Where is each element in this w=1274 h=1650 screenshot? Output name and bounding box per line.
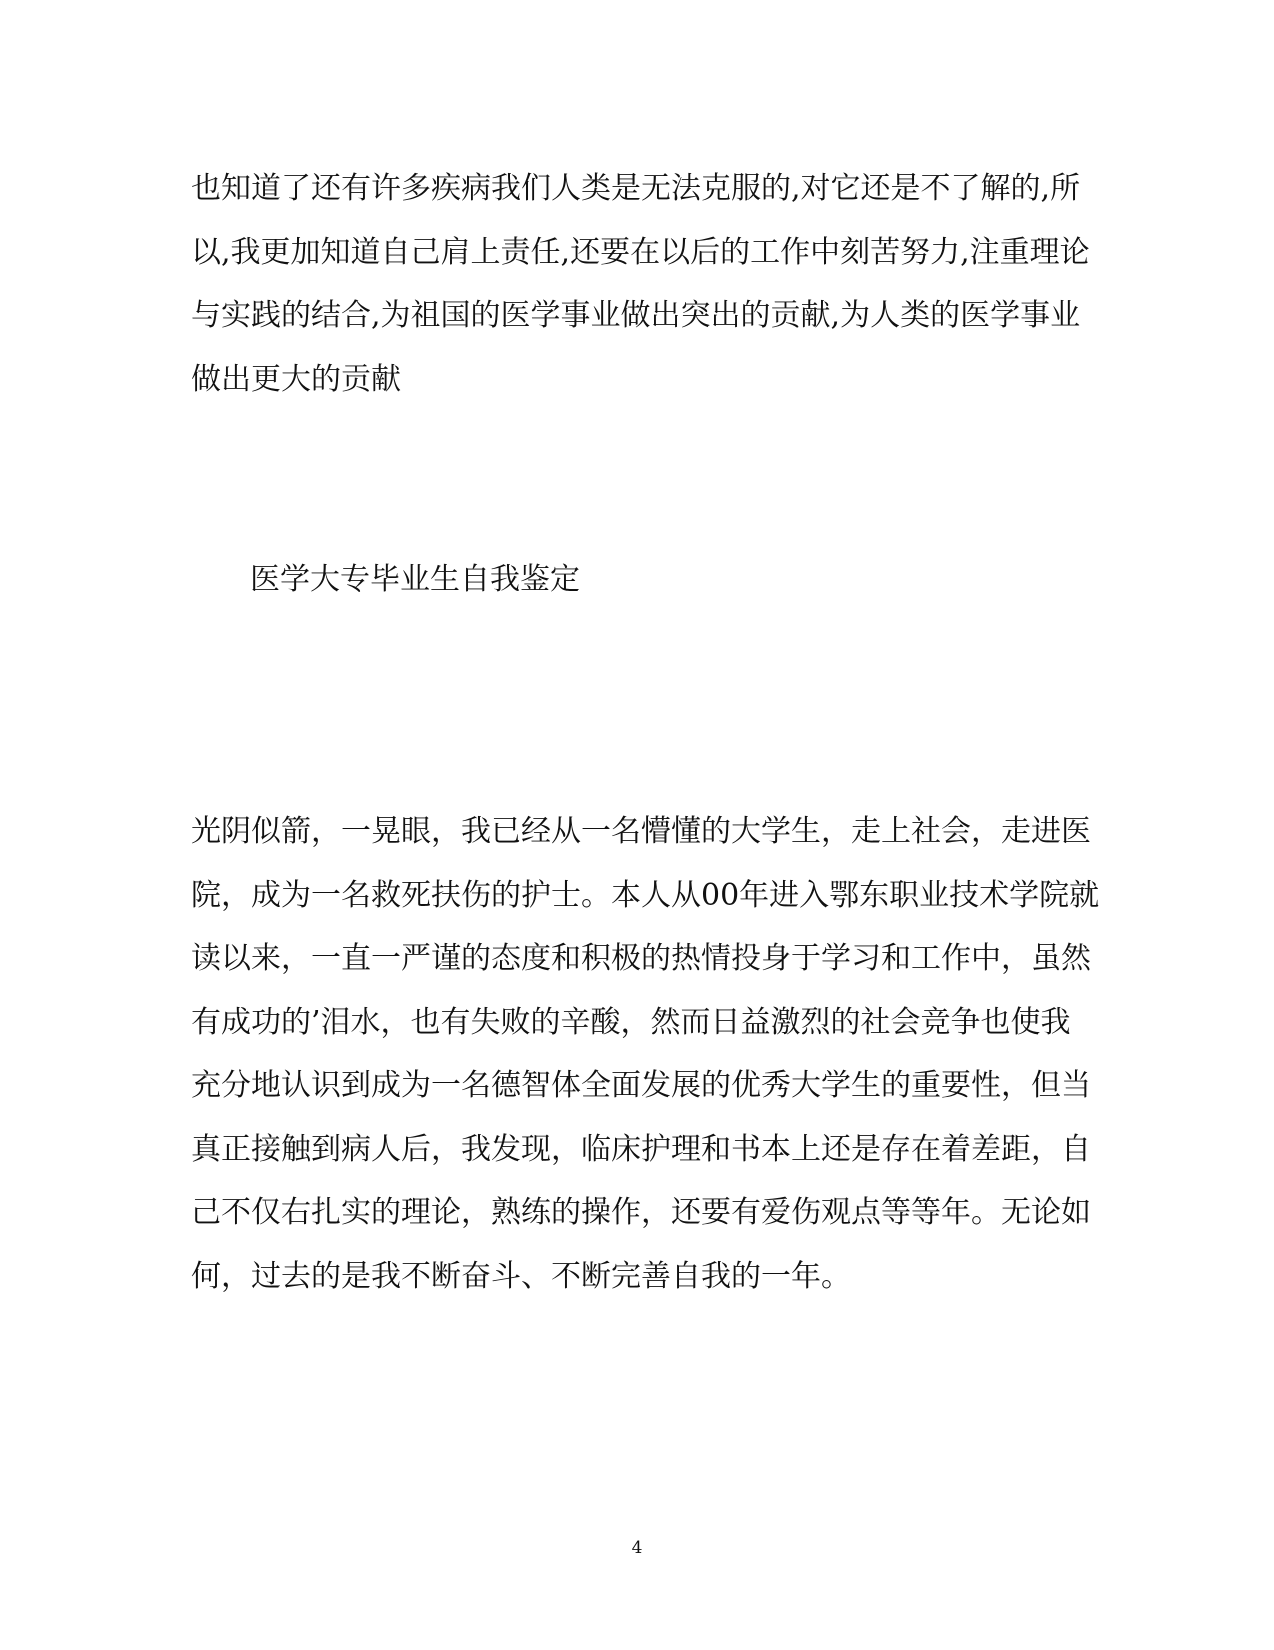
section-heading: 医学大专毕业生自我鉴定 bbox=[250, 562, 580, 597]
page-number: 4 bbox=[631, 1538, 643, 1558]
paragraph2-line-7: 己不仅右扎实的理论，熟练的操作，还要有爱伤观点等等年。无论如 bbox=[191, 1195, 1091, 1230]
paragraph2-line-2: 院，成为一名救死扶伤的护士。本人从00年进入鄂东职业技术学院就 bbox=[191, 878, 1100, 913]
paragraph1-line-2: 以,我更加知道自己肩上责任,还要在以后的工作中刻苦努力,注重理论 bbox=[191, 235, 1090, 270]
paragraph2-line-3: 读以来，一直一严谨的态度和积极的热情投身于学习和工作中，虽然 bbox=[191, 941, 1091, 976]
paragraph1-line-3: 与实践的结合,为祖国的医学事业做出突出的贡献,为人类的医学事业 bbox=[191, 298, 1081, 333]
paragraph2-line-4: 有成功的’泪水，也有失败的辛酸，然而日益激烈的社会竞争也使我 bbox=[191, 1005, 1071, 1040]
paragraph2-line-5: 充分地认识到成为一名德智体全面发展的优秀大学生的重要性，但当 bbox=[191, 1068, 1091, 1103]
paragraph1-line-1: 也知道了还有许多疾病我们人类是无法克服的,对它还是不了解的,所 bbox=[191, 171, 1081, 206]
paragraph2-line-6: 真正接触到病人后，我发现，临床护理和书本上还是存在着差距，自 bbox=[191, 1132, 1091, 1167]
paragraph2-line-8: 何，过去的是我不断奋斗、不断完善自我的一年。 bbox=[191, 1259, 851, 1294]
paragraph2-line-1: 光阴似箭，一晃眼，我已经从一名懵懂的大学生，走上社会，走进医 bbox=[191, 814, 1091, 849]
paragraph1-line-4: 做出更大的贡献 bbox=[191, 362, 401, 397]
